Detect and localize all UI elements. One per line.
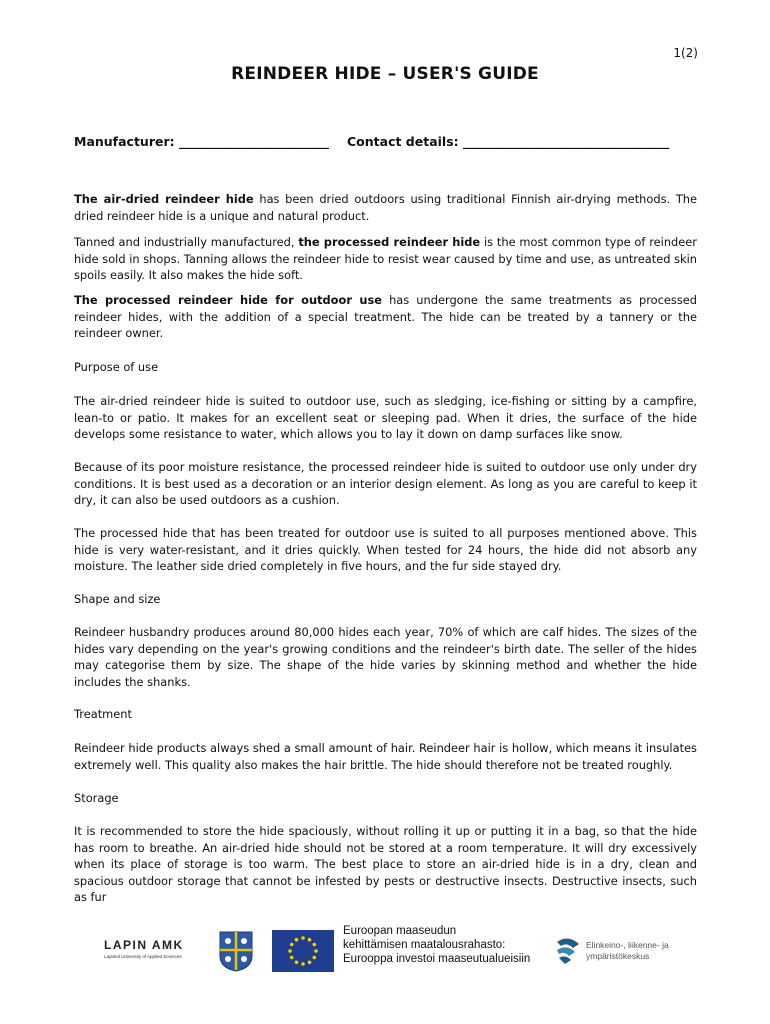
storage-paragraph: It is recommended to store the hide spaciously, without rolling it up or putting it in a bag, so that the hide has room to breathe. An air-dried hide should not be stored at a room temperature. It will dry excessively when its place of storage is too warm. The best place to store an air-dried hide is in a dry, clean and spacious outdoor storage that cannot be infested by pests or destructive insects. Destructive insects, such as fur bbox=[74, 824, 697, 905]
intro-paragraph-processed: Tanned and industrially manufactured, the processed reindeer hide is the most common type of reindeer hide sold in shops. Tanning allows the reindeer hide to resist wear caused by time and use, as untreated skin spoils easily. It also makes the hide soft. bbox=[74, 235, 697, 283]
heading-purpose-of-use: Purpose of use bbox=[74, 360, 159, 374]
coat-of-arms-icon bbox=[218, 930, 254, 976]
document-title: REINDEER HIDE – USER'S GUIDE bbox=[231, 64, 539, 84]
heading-treatment: Treatment bbox=[74, 707, 132, 721]
treatment-paragraph: Reindeer hide products always shed a small amount of hair. Reindeer hair is hollow, which means it insulates extremely well. This quality also makes the hair brittle. The hide should therefore not be treated roughly. bbox=[74, 741, 697, 772]
heading-storage: Storage bbox=[74, 791, 119, 805]
manufacturer-contact-line bbox=[74, 134, 669, 149]
ely-centre-logo-icon bbox=[553, 936, 583, 970]
footer-logos bbox=[0, 924, 770, 980]
purpose-paragraph-3: The processed hide that has been treated for outdoor use is suited to all purposes mentioned above. This hide is very water-resistant, and it dries quickly. When tested for 24 hours, the hide did not absorb any moisture. The leather side dried completely in five hours, and the fur side stayed dry. bbox=[74, 526, 697, 574]
term-processed-hide: the processed reindeer hide bbox=[298, 235, 481, 249]
term-outdoor-hide: The processed reindeer hide for outdoor use bbox=[74, 293, 382, 307]
ely-centre-text: Elinkeino-, liikenne- ja ympäristökeskus bbox=[586, 940, 669, 961]
page-number: 1(2) bbox=[673, 46, 698, 60]
lapin-amk-logo: LAPIN AMK Lapland University of Applied Sciences bbox=[104, 938, 184, 959]
heading-shape-and-size: Shape and size bbox=[74, 592, 161, 606]
intro-paragraph-outdoor: The processed reindeer hide for outdoor use has undergone the same treatments as processed reindeer hides, with the addition of a special treatment. The hide can be treated by a tannery or the reindeer owner. bbox=[74, 293, 698, 341]
manufacturer-field: Manufacturer: ________________________ bbox=[74, 134, 329, 149]
purpose-paragraph-2: Because of its poor moisture resistance, the processed reindeer hide is suited to outdoor use only under dry conditions. It is best used as a decoration or an interior design element. As long as you are careful to keep it dry, it can also be used outdoors as a cushion. bbox=[74, 460, 697, 508]
term-air-dried-hide: The air-dried reindeer hide bbox=[74, 192, 254, 206]
contact-details-field: Contact details: _________________________________ bbox=[347, 134, 670, 149]
shape-paragraph: Reindeer husbandry produces around 80,000 hides each year, 70% of which are calf hides. The sizes of the hides vary depending on the year's growing conditions and the reindeer's birth date. The seller of the hides may categorise them by size. The shape of the hide varies by skinning method and whether the hide includes the shanks. bbox=[74, 625, 697, 689]
eu-fund-text: Euroopan maaseudun kehittämisen maatalousrahasto: Eurooppa investoi maaseutualueisiin bbox=[343, 925, 531, 965]
intro-paragraph-air-dried: The air-dried reindeer hide has been dried outdoors using traditional Finnish air-drying methods. The dried reindeer hide is a unique and natural product. bbox=[74, 192, 698, 223]
purpose-paragraph-1: The air-dried reindeer hide is suited to outdoor use, such as sledging, ice-fishing or sitting by a campfire, lean-to or patio. It makes for an excellent seat or sleeping pad. When it dries, the surface of the hide develops some resistance to water, which allows you to lay it down on damp surfaces like snow. bbox=[74, 394, 697, 442]
eu-flag-icon bbox=[272, 930, 334, 976]
